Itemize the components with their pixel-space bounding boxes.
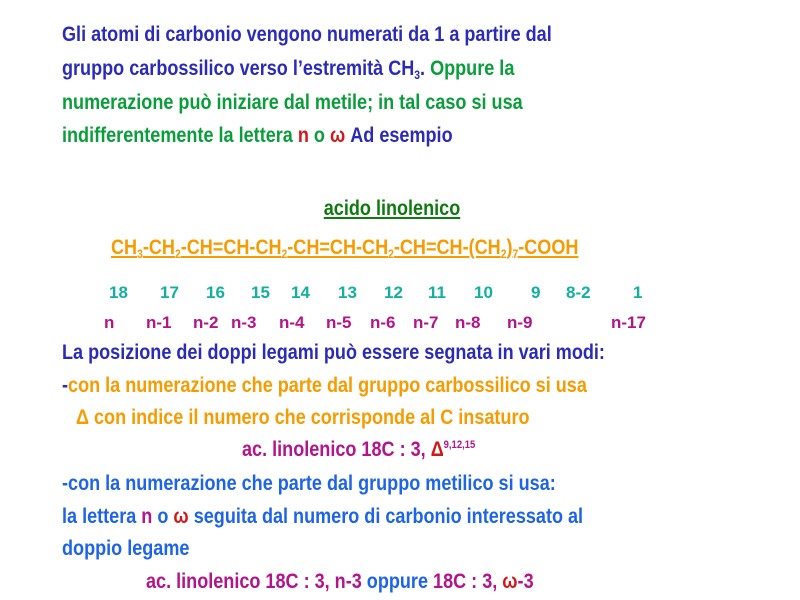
carbon-number: 8-2 [566, 283, 591, 302]
carbon-number: 11 [428, 283, 446, 302]
carbon-number: 16 [206, 283, 225, 302]
n-label: n-2 [193, 313, 219, 332]
n-label: n-5 [326, 313, 352, 332]
intro-line-1: Gli atomi di carbonio vengono numerati da 1 a partire dal [62, 23, 552, 46]
carbon-number: 10 [474, 283, 493, 302]
n-label: n-1 [146, 313, 172, 332]
n-label: n-8 [455, 313, 481, 332]
methyl-numbering-line: -con la numerazione che parte dal gruppo metilico si usa: [62, 472, 556, 495]
n-omega-explanation: la lettera n o ω seguita dal numero di carbonio interessato al [62, 505, 584, 528]
carbon-number: 9 [531, 283, 541, 302]
carbon-number: 13 [338, 283, 357, 302]
carbon-number: 15 [251, 283, 270, 302]
carbon-number: 14 [291, 283, 310, 302]
n-label: n-17 [611, 313, 646, 332]
n-label: n-3 [231, 313, 257, 332]
intro-line-2: gruppo carbossilico verso l’estremità $CH_3$. Oppure la [62, 57, 515, 82]
positions-heading: La posizione dei doppi legami può essere segnata in vari modi: [62, 341, 605, 364]
n-label: n-9 [507, 313, 533, 332]
carbon-number: 18 [109, 283, 128, 302]
carbon-number: 17 [160, 283, 179, 302]
intro-line-3: numerazione può iniziare dal metile; in tal caso si usa [62, 91, 523, 114]
n-omega-explanation-cont: doppio legame [62, 537, 190, 560]
n-label: n [104, 313, 115, 332]
n-label: n-7 [413, 313, 439, 332]
intro-line-4: indifferentemente la lettera n o ω Ad esempio [62, 124, 453, 147]
delta-explanation: Δ con indice il numero che corrisponde al C insaturo [76, 406, 530, 429]
carbon-number: 12 [384, 283, 403, 302]
n-label: n-6 [370, 313, 396, 332]
delta-example: ac. linolenico 18C : 3, Δ$^{9,12,15}$ [242, 438, 476, 461]
carboxyl-numbering-line: -con la numerazione che parte dal gruppo carbossilico si usa [62, 374, 587, 397]
omega-example: ac. linolenico 18C : 3, n-3 oppure 18C : 3, ω-3 [146, 570, 534, 593]
carbon-number: 1 [633, 283, 643, 302]
n-label: n-4 [279, 313, 305, 332]
formula: $CH_3-CH_2-CH=CH-CH_2-CH=CH-CH_2-CH=CH-(CH_2)_7$-COOH [111, 236, 579, 261]
compound-name: acido linolenico [323, 197, 461, 220]
